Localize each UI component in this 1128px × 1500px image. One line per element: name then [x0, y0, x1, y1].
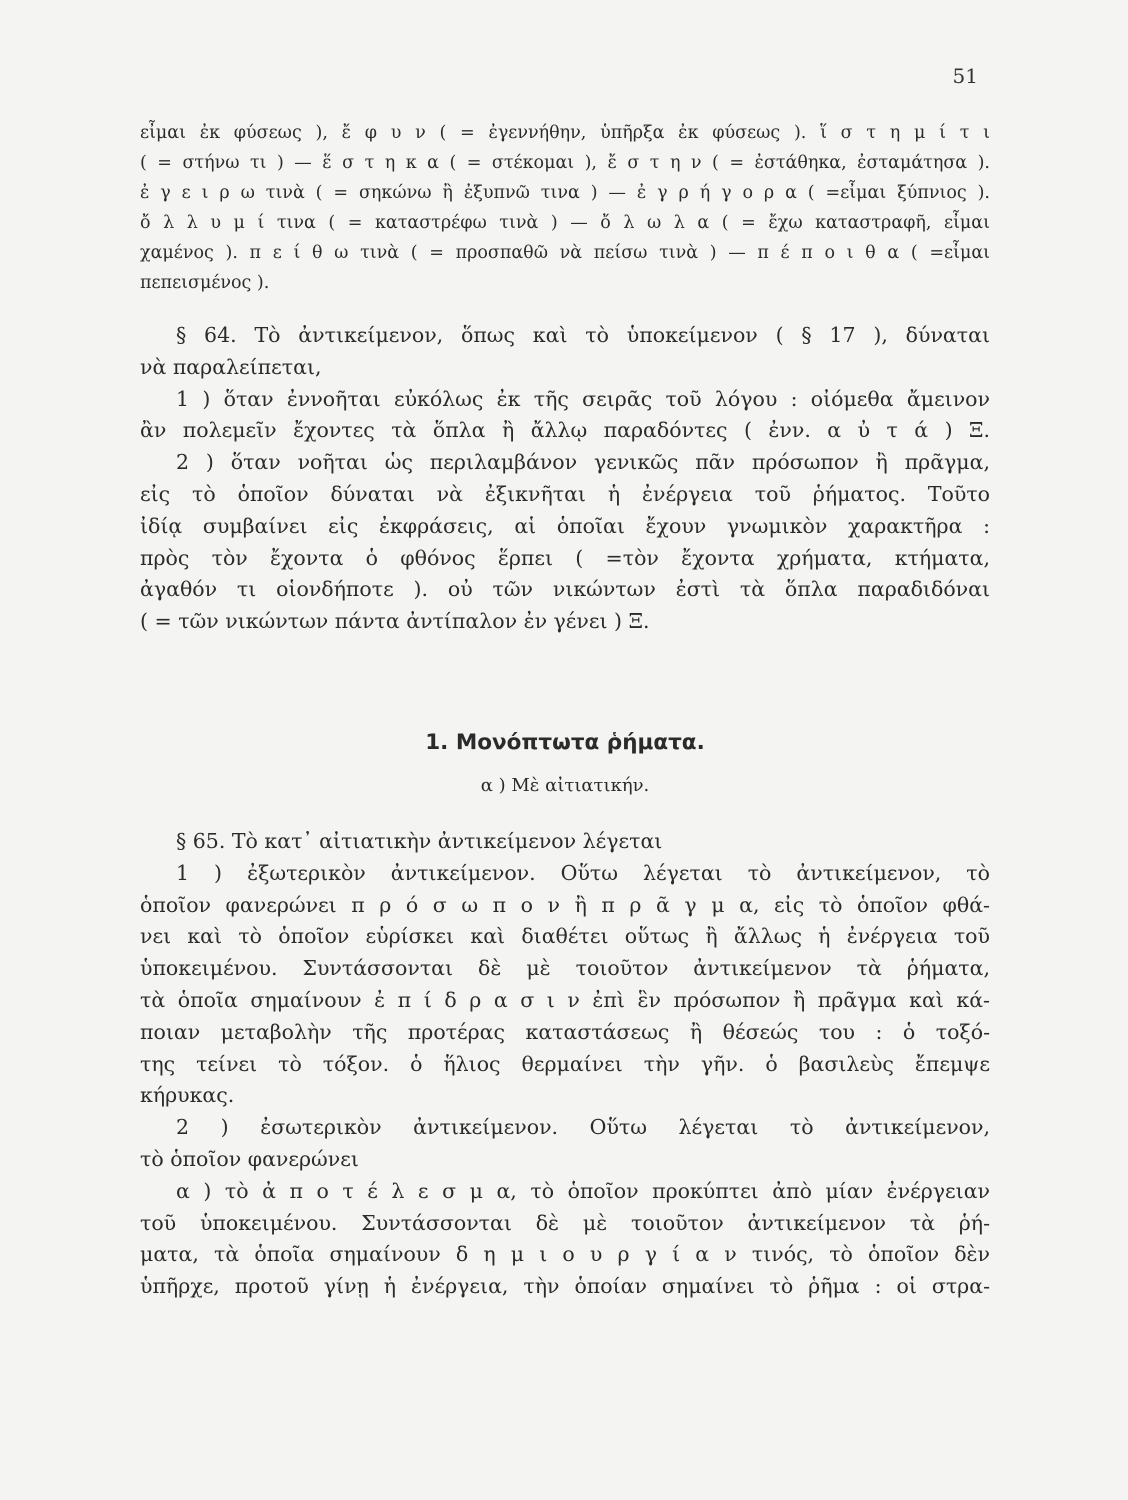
text-line: 1 ) ἐξωτερικὸν ἀντικείμενον. Οὕτω λέγεται τὸ ἀντικείμενον, τὸ: [176, 860, 990, 885]
text-line: τὰ ὁποῖα σημαίνουν ἐ π ί δ ρ α σ ι ν ἐπὶ ἓν πρόσωπον ἢ πρᾶγμα καὶ κά-: [140, 987, 990, 1012]
text-line: § 64. Τὸ ἀντικείμενον, ὅπως καὶ τὸ ὑποκείμενον ( § 17 ), δύναται: [176, 323, 990, 347]
text-line: χαμένος ). π ε ί θ ω τινὰ ( = προσπαθῶ νὰ πείσω τινὰ ) — π έ π ο ι θ α ( =εἶμαι: [140, 243, 990, 263]
text-line: τὸ ὁποῖον φανερώνει: [140, 1146, 359, 1171]
section-65: [140, 826, 990, 1303]
text-line: κήρυκας.: [140, 1083, 235, 1108]
text-line: ὄ λ λ υ μ ί τινα ( = καταστρέφω τινὰ ) — ὄ λ ω λ α ( = ἔχω καταστραφῆ, εἶμαι: [140, 213, 990, 233]
text-line: της τείνει τὸ τόξον. ὁ ἥλιος θερμαίνει τὴν γῆν. ὁ βασιλεὺς ἔπεμψε: [140, 1051, 990, 1076]
text-line: τοῦ ὑποκειμένου. Συντάσσονται δὲ μὲ τοιοῦτον ἀντικείμενον τὰ ῥή-: [140, 1210, 990, 1235]
text-line: νει καὶ τὸ ὁποῖον εὑρίσκει καὶ διαθέτει οὕτως ἢ ἄλλως ἡ ἐνέργεια τοῦ: [140, 924, 990, 949]
top-block: [140, 118, 990, 298]
text-line: νὰ παραλείπεται,: [140, 354, 322, 379]
text-line: ( = στήνω τι ) — ἕ σ τ η κ α ( = στέκομαι ), ἔ σ τ η ν ( = ἐστάθηκα, ἐσταμάτησα ).: [140, 153, 990, 173]
text-line: εἰς τὸ ὁποῖον δύναται νὰ ἐξικνῆται ἡ ἐνέργεια τοῦ ῥήματος. Τοῦτο: [140, 481, 990, 506]
page-content: [140, 118, 990, 1303]
text-line: 2 ) ὅταν νοῆται ὡς περιλαμβάνον γενικῶς πᾶν πρόσωπον ἢ πρᾶγμα,: [176, 450, 990, 475]
text-line: ἐ γ ε ι ρ ω τινὰ ( = σηκώνω ἢ ἐξυπνῶ τινα ) — ἐ γ ρ ή γ ο ρ α ( =εἶμαι ξύπνιος ).: [140, 183, 990, 203]
text-line: ὑπῆρχε, προτοῦ γίνῃ ἡ ἐνέργεια, τὴν ὁποίαν σημαίνει τὸ ῥῆμα : οἱ στρα-: [140, 1274, 990, 1299]
text-line: ἀγαθόν τι οἱονδήποτε ). οὐ τῶν νικώντων ἐστὶ τὰ ὅπλα παραδιδόναι: [140, 577, 990, 602]
text-line: ( = τῶν νικώντων πάντα ἀντίπαλον ἐν γένει ) Ξ.: [140, 609, 650, 634]
text-line: 1 ) ὅταν ἐννοῆται εὐκόλως ἐκ τῆς σειρᾶς τοῦ λόγου : οἰόμεθα ἄμεινον: [176, 386, 990, 411]
text-line: 2 ) ἐσωτερικὸν ἀντικείμενον. Οὕτω λέγεται τὸ ἀντικείμενον,: [176, 1115, 990, 1140]
text-line: α ) τὸ ἀ π ο τ έ λ ε σ μ α, τὸ ὁποῖον προκύπτει ἀπὸ μίαν ἐνέργειαν: [176, 1178, 990, 1203]
text-line: ματα, τὰ ὁποῖα σημαίνουν δ η μ ι ο υ ρ γ ί α ν τινός, τὸ ὁποῖον δὲν: [140, 1242, 990, 1267]
page-number: 51: [952, 64, 978, 88]
section-64: [140, 320, 990, 638]
text-line: πρὸς τὸν ἔχοντα ὁ φθόνος ἕρπει ( =τὸν ἔχοντα χρήματα, κτήματα,: [140, 545, 990, 570]
section-heading: 1. Μονόπτωτα ῥήματα.: [425, 729, 705, 755]
text-line: ὁποῖον φανερώνει π ρ ό σ ω π ο ν ἢ π ρ ᾶ γ μ α, εἰς τὸ ὁποῖον φθά-: [140, 892, 990, 917]
text-line: ὑποκειμένου. Συντάσσονται δὲ μὲ τοιοῦτον ἀντικείμενον τὰ ῥήματα,: [140, 956, 990, 981]
text-line: πεπεισμένος ).: [140, 273, 270, 293]
text-line: εἶμαι ἐκ φύσεως ), ἔ φ υ ν ( = ἐγεννήθην, ὑπῆρξα ἐκ φύσεως ). ἵ σ τ η μ ί τ ι: [140, 123, 990, 143]
text-line: § 65. Τὸ κατ᾽ αἰτιατικὴν ἀντικείμενον λέγεται: [176, 828, 663, 853]
text-line: ποιαν μεταβολὴν τῆς προτέρας καταστάσεως ἢ θέσεώς του : ὁ τοξό-: [140, 1019, 990, 1044]
text-line: ἰδίᾳ συμβαίνει εἰς ἐκφράσεις, αἱ ὁποῖαι ἔχουν γνωμικὸν χαρακτῆρα :: [140, 513, 990, 538]
section-subheading: α ) Μὲ αἰτιατικήν.: [480, 774, 650, 796]
text-line: ἂν πολεμεῖν ἔχοντες τὰ ὅπλα ἢ ἄλλῳ παραδόντες ( ἐνν. α ὐ τ ά ) Ξ.: [140, 418, 990, 443]
